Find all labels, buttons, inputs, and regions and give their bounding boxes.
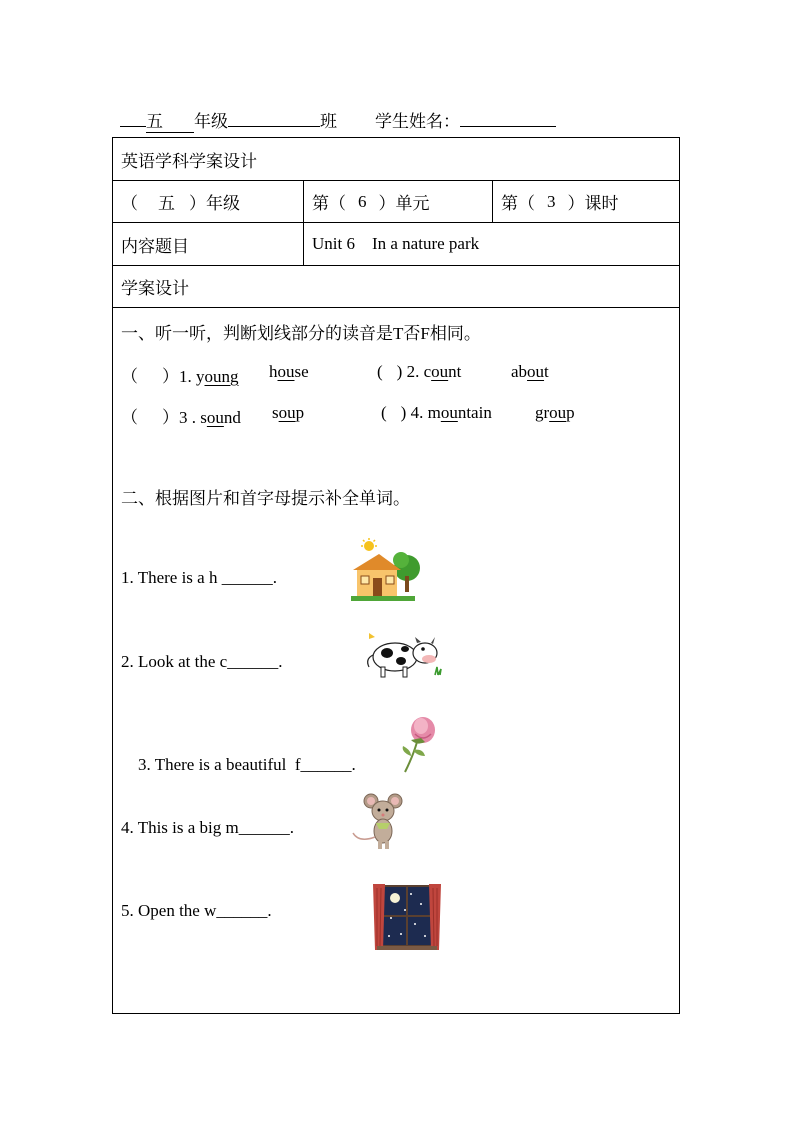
fill-sentence-3: 3. There is a beautiful f______.: [138, 755, 356, 774]
grade-cell: [113, 181, 303, 222]
grade-open-paren: （: [121, 194, 138, 213]
unit-cell: [303, 181, 492, 222]
answer-paren[interactable]: （ ）: [121, 367, 179, 386]
question-1: （ ）1. young: [121, 367, 239, 386]
grade-label: 年级: [194, 112, 228, 131]
lesson-value: 3: [547, 191, 556, 211]
fill-sentence-4: 4. This is a big m______.: [121, 818, 294, 837]
lesson-open: 第（: [501, 194, 535, 213]
answer-paren[interactable]: ( ): [381, 403, 407, 422]
fill-sentence-2: 2. Look at the c______.: [121, 652, 283, 671]
topic-row: [113, 223, 679, 266]
unit-value: 6: [358, 191, 367, 211]
section2-heading: 二、根据图片和首字母提示补全单词。: [121, 489, 410, 508]
topic-value: Unit 6 In a nature park: [303, 223, 681, 265]
class-label: 班: [320, 112, 337, 131]
sun-icon: [364, 541, 374, 551]
question-3: （ ）3 . sound: [121, 408, 241, 427]
answer-paren[interactable]: ( ): [377, 362, 403, 381]
section1-heading: 一、听一听，判断划线部分的读音是T否F相同。: [121, 324, 481, 343]
mouse-picture: [349, 793, 409, 853]
answer-paren[interactable]: （ ）: [121, 408, 179, 427]
question-3-word2: soup: [272, 403, 305, 422]
window-picture: [371, 884, 443, 954]
design-row: [113, 266, 679, 308]
cow-picture: [361, 631, 443, 683]
grade-cell-suffix: ）年级: [189, 194, 240, 213]
answer-blank[interactable]: ______: [227, 652, 279, 671]
question-4-word2: group: [535, 403, 575, 422]
house-picture: [349, 538, 423, 604]
unit-suffix: ）单元: [378, 194, 430, 213]
grade-blank-left[interactable]: [120, 108, 146, 127]
unit-open: 第（: [312, 194, 346, 213]
grade-cell-value: 五: [158, 194, 175, 213]
flower-picture: [399, 712, 441, 774]
answer-blank[interactable]: ______: [238, 818, 290, 837]
table-title: 英语学科学案设计: [121, 151, 257, 171]
fill-sentence-5: 5. Open the w______.: [121, 901, 272, 920]
title-row: [113, 138, 679, 181]
answer-blank[interactable]: ______: [221, 568, 273, 587]
student-name-blank[interactable]: [460, 108, 556, 127]
class-blank[interactable]: [228, 108, 320, 127]
question-2-word2: about: [511, 362, 549, 381]
lesson-sheet-table: [112, 137, 680, 1014]
question-1-word2: house: [269, 362, 309, 381]
student-name-label: 学生姓名：: [375, 112, 460, 131]
grade-value: 五: [146, 107, 194, 133]
header-line: [120, 107, 556, 133]
design-label: 学案设计: [121, 279, 189, 298]
question-2: ( ) 2. count: [377, 362, 462, 381]
info-row: [113, 181, 679, 223]
answer-blank[interactable]: ______: [300, 755, 352, 774]
lesson-suffix: ）课时: [567, 194, 619, 213]
answer-blank[interactable]: ______: [216, 901, 268, 920]
fill-sentence-1: 1. There is a h ______.: [121, 568, 277, 587]
lesson-cell: [492, 181, 681, 222]
topic-label: 内容题目: [121, 236, 189, 256]
question-4: ( ) 4. mountain: [381, 403, 492, 422]
